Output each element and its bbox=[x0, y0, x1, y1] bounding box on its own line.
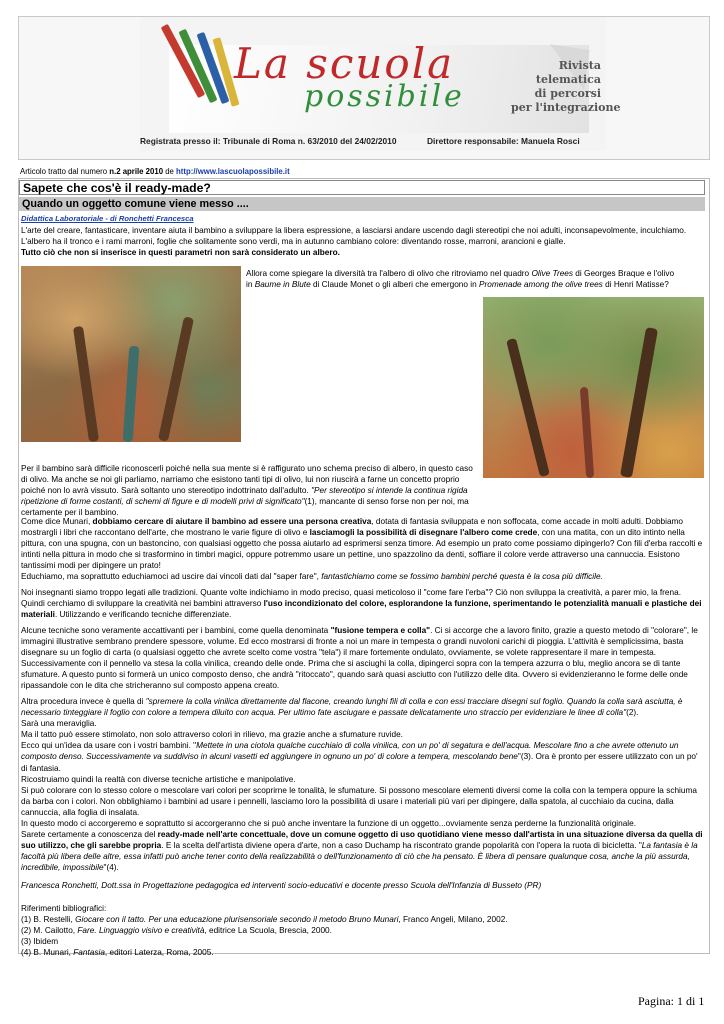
tree-trunk bbox=[580, 387, 594, 478]
text-run: Educhiamo, ma soprattutto educhiamoci ad uscire dai vincoli dati dal "saper fare", bbox=[21, 572, 322, 582]
intro-bold: Tutto ciò che non si inserisce in questi parametri non sarà considerato un albero. bbox=[21, 248, 340, 258]
reference-title: Fare. Linguaggio visivo e creatività bbox=[77, 926, 205, 936]
logo-text-la-scuola: La scuola bbox=[234, 39, 455, 88]
text-run: In questo modo ci accorgeremo e soprattutto si accorgeranno che si può anche inventare la funzione di un oggetto...ovviamente senza perderne la funzionalità originale. bbox=[21, 819, 637, 829]
site-link[interactable]: http://www.lascuolapossibile.it bbox=[176, 167, 290, 176]
paragraph-stereotype-a bbox=[21, 463, 479, 518]
text-run: di Henri Matisse? bbox=[602, 280, 669, 290]
text-run: di Georges Braque e l'olivo in bbox=[246, 269, 675, 290]
quote: "spremere la colla vinilica direttamente dal flacone, creando lunghi fili di colla e con essi tracciare disegni sul foglio. Quando la colla sarà asciutta, è necessario tinteggiare il foglio con colore a tempera diluito con acqua. Per ultimo fate asciugare e passate delicatamente uno straccio per evidenziare le linee di colla" bbox=[21, 697, 683, 718]
tagline-line: Rivista bbox=[558, 59, 601, 72]
reference-item: (2) M. Cailotto, bbox=[21, 926, 78, 936]
text-run: Come dice Munari, bbox=[21, 517, 93, 526]
text-run: . Ci si accorge che a lavoro finito, grazie a questo metodo di "colorare", le immagini illustrative sembrano prendere spessore, volume. Ed ecco mostrarsi di fronte a noi un mare in tempesta o grandi nuvoloni carichi di pioggia. L'attività è semplicissima, basta disegnare su un foglio di carta (o qualsiasi oggetto che avrete scelto come vostra "tela") il mare fortemente ondulato, ovviamente, se volete rappresentare il mare in tempesta. Successivamente con il pennello va stesa la colla vinilica, creando delle onde. Prima che si asciughi la colla, dipingerci sopra con la tempera azzurra o blu, meglio ancora se di tante sfumature. A questo punto si formerà un unico composto denso, che andrà "ritoccato", quando sarà quasi asciutto con l'utilizzo delle dita. Ovvero si evidenzieranno le forme delle onde ripassandole con le dita che stricheranno sul composto appena creato. bbox=[21, 626, 698, 691]
source-middle: de bbox=[163, 167, 177, 176]
article-meta-link[interactable]: Didattica Laboratoriale - di Ronchetti Francesca bbox=[21, 214, 194, 223]
text-run: . Utilizzando e verificando tecniche differenziate. bbox=[54, 610, 232, 620]
article-subtitle: Quando un oggetto comune viene messo .... bbox=[19, 197, 705, 211]
article-title: Sapete che cos'è il ready-made? bbox=[19, 180, 705, 195]
text-run: Per il bambino sarà difficile riconoscerli poiché nella sua mente si è raffigurato uno schema preciso di albero, in questo caso di olivo. Ma anche se noi gli parliamo, narriamo che esistono tanti tipi di olivo, lui non riuscirà a farne un concetto proprio poiché non lo avrà vissuto. Sarà soltanto uno stereotipo indottrinato dall'adulto. bbox=[21, 464, 473, 496]
painting-braque-image bbox=[21, 266, 241, 442]
intro-text: L'arte del creare, fantasticare, inventare aiuta il bambino a sviluppare la libera espressione, a lasciarsi andare uscendo dagli stereotipi che noi adulti, inconsapevolmente, inculchiamo. L'albero ha il tronco e i rami marroni, foglie che solitamente sono verdi, ma in autunno cambiano colore: diventando rosse, marroni, arancioni e gialle. bbox=[21, 226, 687, 247]
reference-item: , Franco Angeli, Milano, 2002. bbox=[398, 915, 508, 925]
reference-item: , editori Laterza, Roma, 2005. bbox=[104, 948, 214, 958]
source-prefix: Articolo tratto dal numero bbox=[20, 167, 110, 176]
registration-text: Registrata presso il: Tribunale di Roma n. 63/2010 del 24/02/2010 bbox=[140, 136, 397, 146]
author-text: Francesca Ronchetti, Dott.ssa in Progettazione pedagogica ed interventi socio-educativi e docente presso Scuola dell'Infanzia di Busseto (PR) bbox=[21, 881, 542, 890]
tree-trunk bbox=[620, 327, 658, 478]
reference-item: (1) B. Restelli, bbox=[21, 915, 76, 925]
text-run: Ma il tatto può essere stimolato, non solo attraverso colori in rilievo, ma grazie anche a sfumature ruvide. bbox=[21, 730, 403, 740]
issue-number: n.2 aprile 2010 bbox=[109, 167, 164, 176]
text-run: Altra procedura invece è quella di bbox=[21, 697, 146, 706]
text-run: "(3). Ora è pronto per essere utilizzato con un po' di fantasia. bbox=[21, 752, 698, 773]
text-run: (1), mancante di senso forse non per noi, ma certamente per il bambino. bbox=[21, 497, 469, 518]
references bbox=[21, 903, 704, 958]
tree-trunk bbox=[158, 316, 194, 441]
painting-matisse-image bbox=[483, 297, 704, 478]
bold-run: lasciamogli la possibilità di disegnare l'albero come crede bbox=[309, 528, 538, 538]
text-run: "(4). bbox=[103, 863, 119, 873]
painting-title: Baume in Blute bbox=[254, 280, 311, 290]
bold-run: "fusione tempera e colla" bbox=[330, 626, 431, 635]
text-run: Ecco qui un'idea da usare con i vostri bambini. " bbox=[21, 741, 197, 751]
bold-run: dobbiamo cercare di aiutare il bambino ad essere una persona creativa bbox=[92, 517, 372, 526]
text-run: Ricostruiamo quindi la realtà con diverse tecniche artistiche e manipolative. bbox=[21, 774, 296, 784]
painting-title: Olive Trees bbox=[531, 269, 574, 278]
quote: Mettete in una ciotola qualche cucchiaio di colla vinilica, con un po' di segatura e dell'acqua. Mescolare fino a che avrete ottenuto un composto denso. Successivamente va suddiviso in alcuni vasetti ed aggiungere in ognuno un po' di colore a tempera, mescolando bene bbox=[21, 741, 679, 762]
italic-run: fantastichiamo come se fossimo bambini perché questa è la cosa più difficile. bbox=[321, 572, 603, 582]
reference-item: (3) Ibidem bbox=[21, 937, 59, 947]
reference-title: Giocare con il tatto. Per una educazione plurisensoriale secondo il metodo Bruno Munari bbox=[75, 915, 399, 925]
tagline bbox=[511, 59, 621, 115]
quote: La fantasia è la facoltà più libera delle altre, essa infatti può anche tener conto della realizzabilità o dell'funzionamento di ciò che ha pensato. È libera di pensare qualunque cosa, anche la più assurda, incredibile, impossibile bbox=[21, 841, 698, 873]
tree-trunk bbox=[506, 338, 550, 477]
source-line bbox=[20, 167, 290, 176]
text-run: , dotata di fantasia sviluppata e non soffocata, come accade in molti adulti. Dobbiamo mostrargli i libri che raccontano dell'arte, che mostrano le varie figure di olivo e bbox=[21, 517, 684, 538]
paragraph-techniques bbox=[21, 625, 704, 692]
reference-item: (4) B. Munari, bbox=[21, 948, 74, 958]
text-run: Allora come spiegare la diversità tra l'albero di olivo che ritroviamo nel quadro bbox=[246, 269, 532, 278]
tagline-line: di percorsi bbox=[534, 87, 601, 100]
text-run: , con una matita, con un dito intinto nella pittura, con una spugna, con un bastoncino, con qualsiasi oggetto che possa aiutarlo ad esprimersi senza timore. Ad esempio un prato come possiamo dipingerlo? Con fili d'erba raccolti e intinti nella pittura in modo che si trasformino in timbri magici, oppure potremmo usare un pettine, uno spazzolino da denti, soffiare il colore verde attraverso una cannuccia. Esistono tantissimi modi per dipingere un prato! bbox=[21, 528, 703, 571]
text-run: (2). bbox=[626, 708, 639, 718]
text-run: Sarete certamente a conoscenza del bbox=[21, 830, 158, 840]
painting-title: Promenade among the olive trees bbox=[478, 280, 603, 290]
text-run: di Claude Monet o gli alberi che emergono in bbox=[310, 280, 479, 290]
reference-title: Fantasia bbox=[73, 948, 105, 958]
text-run: Alcune tecniche sono veramente accattivanti per i bambini, come quella denominata bbox=[21, 626, 331, 635]
paragraph-procedures bbox=[21, 696, 704, 874]
page-number: Pagina: 1 di 1 bbox=[638, 994, 705, 1008]
paragraph-paintings bbox=[246, 268, 682, 290]
paragraph-teachers bbox=[21, 587, 704, 620]
references-title: Riferimenti bibliografici: bbox=[21, 904, 107, 913]
paragraph-munari bbox=[21, 516, 704, 583]
director-text: Direttore responsabile: Manuela Rosci bbox=[427, 136, 580, 146]
bold-run: l'uso incondizionato del colore, esplorandone la funzione, sperimentando le potenzialità manuali e plastiche dei materiali bbox=[21, 599, 702, 620]
text-run: Sarà una meraviglia. bbox=[21, 719, 97, 729]
tree-trunk bbox=[73, 326, 99, 442]
tree-trunk bbox=[123, 346, 140, 442]
text-run: Noi insegnanti siamo troppo legati alle tradizioni. Quante volte indichiamo in modo preciso, quasi meticoloso il "come fare l'erba"? Ciò non sviluppa la creatività, a parer mio, la frena. Quindi cerchiamo di sviluppare la creatività nei bambini attraverso bbox=[21, 588, 681, 609]
author-signature bbox=[21, 880, 704, 891]
text-run: Si può colorare con lo stesso colore o mescolare vari colori per scoprirne le tonalità, le sfumature. Si possono mescolare elementi diversi come la colla con la tempera oppure la schiuma da barba con i colori. Non obblighiamo i bambini ad usare i pennelli, lasciamo loro la possibilità di usare i materiali più vari per dipingere, dalla spatola, al cucchiaio da cucina, dalla cannuccia, alla foglia di insalata. bbox=[21, 785, 697, 817]
bold-run: ready-made nell'arte concettuale, dove un comune oggetto di uso quotidiano viene messo dall'artista in una situazione diversa da quella di suo utilizzo, che gli sarebbe propria bbox=[21, 830, 703, 851]
tagline-line: telematica bbox=[535, 73, 601, 86]
paragraph-intro bbox=[21, 225, 704, 258]
reference-item: , editrice La Scuola, Brescia, 2000. bbox=[204, 926, 332, 936]
logo-text-possibile: possibile bbox=[304, 79, 465, 114]
quote: "Per stereotipo si intende la continua rigida ripetizione di forme costanti, di schemi di figure e di modelli privi di significato" bbox=[21, 486, 468, 507]
text-run: . E la scelta dell'artista diviene opera d'arte, non a caso Duchamp ha riscontrato grande popolarità con l'opera la ruota di bicicletta. " bbox=[161, 841, 642, 851]
tagline-line: per l'integrazione bbox=[511, 101, 621, 114]
